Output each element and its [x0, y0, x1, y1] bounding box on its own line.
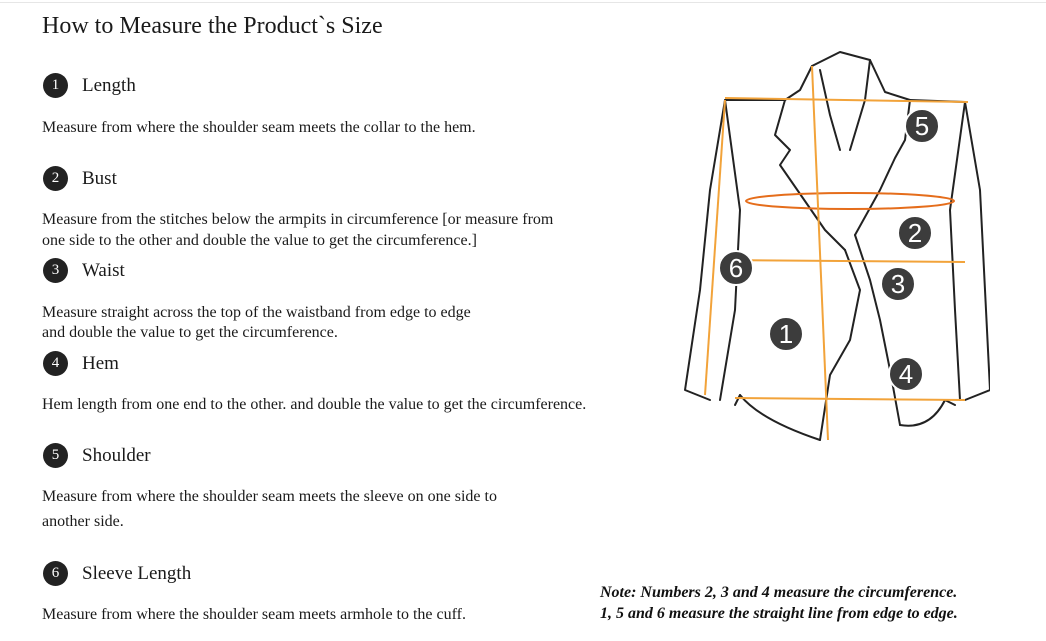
step-3-description-line2: and double the value to get the circumference.: [42, 324, 338, 341]
step-2-description-line1: Measure from the stitches below the armpits in circumference [or measure from: [42, 211, 554, 228]
diagram-badge-2: [898, 216, 932, 250]
step-2-heading: Bust: [82, 168, 117, 189]
step-5-heading: Shoulder: [82, 445, 151, 466]
diagram-badge-1: [769, 317, 803, 351]
step-2-description-line2: one side to the other and double the value to get the circumference.]: [42, 232, 477, 249]
step-5-badge: 5: [43, 443, 68, 468]
top-divider: [0, 2, 1046, 3]
step-3-badge: 3: [43, 258, 68, 283]
svg-text:6: 6: [728, 253, 744, 283]
svg-text:4: 4: [898, 359, 914, 389]
measurement-note: [600, 582, 1040, 624]
step-3-heading: Waist: [82, 260, 125, 281]
diagram-number-badges: [719, 109, 939, 391]
jacket-outline: [685, 52, 990, 440]
jacket-measurement-diagram: [680, 40, 990, 460]
step-5-description-line2: another side.: [42, 513, 124, 530]
step-4-badge: 4: [43, 351, 68, 376]
step-4-heading: Hem: [82, 353, 119, 374]
step-5-description-line1: Measure from where the shoulder seam meets the sleeve on one side to: [42, 488, 497, 505]
step-6-heading: Sleeve Length: [82, 563, 192, 584]
svg-text:5: 5: [914, 111, 930, 141]
diagram-badge-5: [905, 109, 939, 143]
diagram-badge-3: [881, 267, 915, 301]
step-1-badge: 1: [43, 73, 68, 98]
svg-text:1: 1: [778, 319, 794, 349]
step-6-description: Measure from where the shoulder seam meets armhole to the cuff.: [42, 606, 466, 623]
svg-text:2: 2: [907, 218, 923, 248]
diagram-badge-6: [719, 251, 753, 285]
svg-text:3: 3: [890, 269, 906, 299]
note-line-1: Note: Numbers 2, 3 and 4 measure the circumference.: [600, 584, 958, 601]
page-title: How to Measure the Product`s Size: [42, 13, 383, 39]
step-1-description: Measure from where the shoulder seam meets the collar to the hem.: [42, 119, 476, 136]
step-4-description: Hem length from one end to the other. and double the value to get the circumference.: [42, 396, 587, 413]
diagram-badge-4: [889, 357, 923, 391]
note-line-2: 1, 5 and 6 measure the straight line from edge to edge.: [600, 605, 958, 622]
step-2-badge: 2: [43, 166, 68, 191]
step-6-badge: 6: [43, 561, 68, 586]
step-1-heading: Length: [82, 75, 136, 96]
step-3-description-line1: Measure straight across the top of the waistband from edge to edge: [42, 304, 471, 321]
